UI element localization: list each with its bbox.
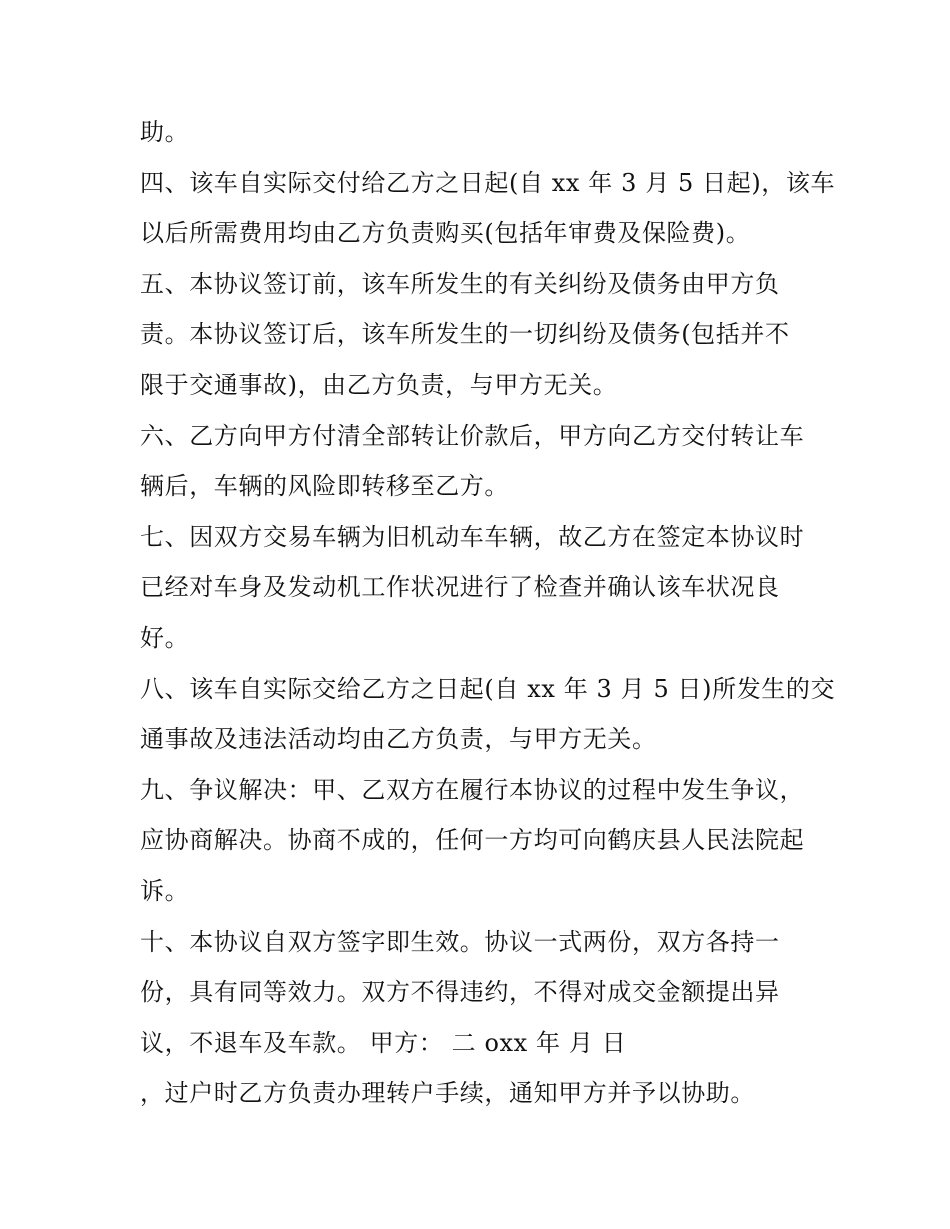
text-line: 议，不退车及车款。 甲方： 二 oxx 年 月 日: [140, 1028, 627, 1057]
text-line: 九、争议解决：甲、乙双方在履行本协议的过程中发生争议，: [140, 775, 805, 804]
document-body: [140, 107, 836, 1119]
text-line: 五、本协议签订前，该车所发生的有关纠纷及债务由甲方负: [140, 269, 780, 298]
text-line: 份，具有同等效力。双方不得违约，不得对成交金额提出异: [140, 978, 780, 1007]
text-line: 好。: [140, 623, 190, 652]
text-line: 十、本协议自双方签字即生效。协议一式两份，双方各持一: [140, 927, 780, 956]
text-line: 诉。: [140, 876, 190, 905]
text-line: 四、该车自实际交付给乙方之日起(自 xx 年 3 月 5 日起)，该车: [140, 168, 836, 197]
text-line: ，过户时乙方负责办理转户手续，通知甲方并予以协助。: [140, 1079, 755, 1108]
text-line: 七、因双方交易车辆为旧机动车车辆，故乙方在签定本协议时: [140, 522, 805, 551]
text-line: 已经对车身及发动机工作状况进行了检查并确认该车状况良: [140, 573, 780, 602]
text-line: 辆后，车辆的风险即转移至乙方。: [140, 472, 509, 501]
text-line: 以后所需费用均由乙方负责购买(包括年审费及保险费)。: [140, 219, 751, 248]
text-line: 责。本协议签订后，该车所发生的一切纠纷及债务(包括并不: [140, 320, 790, 349]
text-line: 六、乙方向甲方付清全部转让价款后，甲方向乙方交付转让车: [140, 421, 805, 450]
text-line: 八、该车自实际交给乙方之日起(自 xx 年 3 月 5 日)所发生的交: [140, 674, 836, 703]
text-line: 应协商解决。协商不成的，任何一方均可向鹤庆县人民法院起: [140, 826, 805, 855]
text-line: 限于交通事故)，由乙方负责，与甲方无关。: [140, 370, 618, 399]
text-line: 助。: [140, 118, 190, 146]
text-line: 通事故及违法活动均由乙方负责，与甲方无关。: [140, 725, 657, 754]
